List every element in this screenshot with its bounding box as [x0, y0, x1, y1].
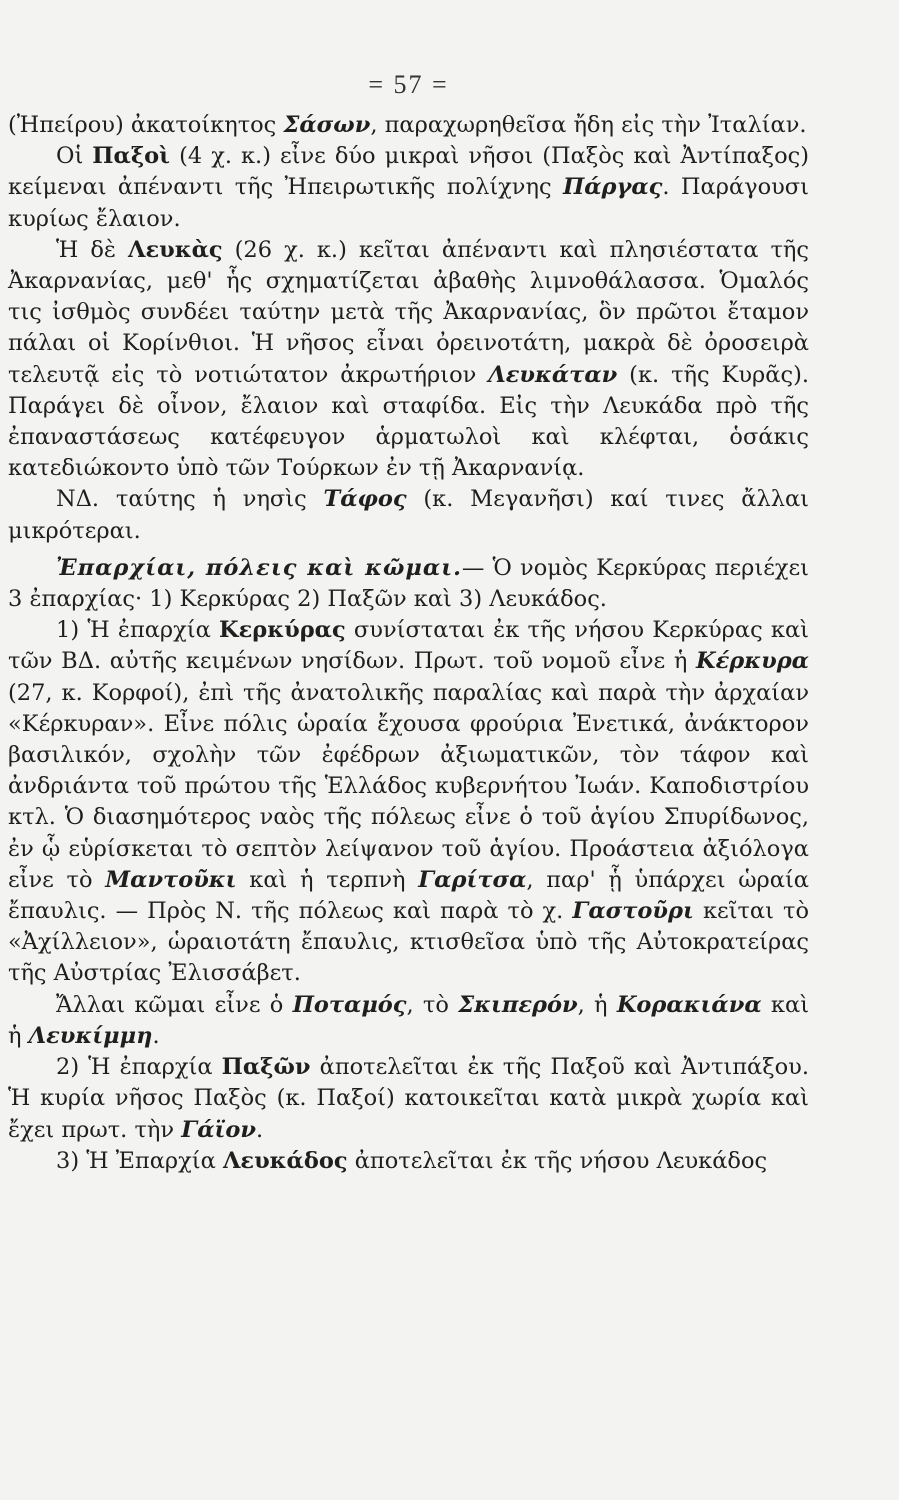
text-run: Ἡ δὲ: [56, 236, 128, 263]
place-name: Κορακιάνα: [616, 991, 762, 1018]
text-run: ΝΔ. ταύτης ἡ νησὶς: [56, 486, 324, 513]
place-name: Σάσων: [283, 112, 371, 138]
text-run: .: [152, 1022, 160, 1049]
text-run: , παρ' ᾗ ὑπάρχει ὡραία ἔπαυλις. — Πρὸς Ν. τῆς πόλεως καὶ παρὰ τὸ χ.: [8, 866, 809, 925]
body-text: [8, 110, 809, 1177]
text-run: καὶ ἡ: [8, 991, 810, 1049]
paragraph: [8, 1052, 809, 1146]
text-run: , τὸ: [406, 991, 459, 1018]
paragraph: [8, 990, 809, 1052]
text-run: . Παράγουσι κυρίως ἔλαιον.: [8, 174, 809, 232]
text-run: συνίσταται ἐκ τῆς νήσου Κερκύρας καὶ τῶν ΒΔ. αὐτῆς κειμένων νησίδων. Πρωτ. τοῦ νομοῦ εἶνε ἡ: [8, 617, 809, 675]
paragraph: [8, 484, 809, 546]
text-run: (Ἠπείρου) ἀκατοίκητος: [8, 112, 284, 138]
section-heading: Ἐπαρχίαι, πόλεις καὶ κῶμαι.: [56, 554, 462, 581]
text-run: (4 χ. κ.) εἶνε δύο μικραὶ νῆσοι (Παξὸς καὶ Ἀντίπαξος) κείμεναι ἀπέναντι τῆς Ἠπειρωτικῆς πολίχνης: [8, 143, 809, 201]
place-name: Γαρίτσα: [418, 866, 527, 893]
paragraph: [8, 141, 809, 235]
place-name: Ποταμός: [292, 991, 407, 1018]
paragraph: [8, 615, 809, 989]
place-name: Λευκάδος: [222, 1147, 348, 1174]
place-name: Λευκὰς: [127, 236, 223, 263]
place-name: Παξῶν: [221, 1054, 311, 1081]
text-run: Οἱ: [56, 143, 93, 170]
paragraph: [8, 1146, 809, 1177]
place-name: Κέρκυρα: [696, 648, 809, 675]
text-run: (κ. τῆς Κυρᾶς). Παράγει δὲ οἶνον, ἔλαιον καὶ σταφίδα. Εἰς τὴν Λευκάδα πρὸ τῆς ἐπαναστάσεως κατέφευγον ἁρματωλοὶ καὶ κλέφται, ὁσάκις κατεδιώκοντο ὑπὸ τῶν Τούρκων ἐν τῇ Ἀκαρνανίᾳ.: [8, 361, 809, 482]
page-number: = 57 =: [368, 70, 449, 99]
text-run: 1) Ἡ ἐπαρχία: [56, 617, 220, 644]
paragraph: [8, 110, 809, 141]
text-run: 2) Ἡ ἐπαρχία: [56, 1054, 222, 1081]
text-run: .: [256, 1116, 264, 1143]
text-run: (26 χ. κ.) κεῖται ἀπέναντι καὶ πλησιέστατα τῆς Ἀκαρνανίας, μεθ' ἧς σχηματίζεται ἀβαθὴς λιμνοθάλασσα. Ὁμαλός τις ἰσθμὸς συνδέει ταύτην μετὰ τῆς Ἀκαρνανίας, ὃν πρῶτοι ἔταμον πάλαι οἱ Κορίνθιοι. Ἡ νῆσος εἶναι ὀρεινοτάτη, μακρὰ δὲ ὀροσειρὰ τελευτᾷ εἰς τὸ νοτιώτατον ἀκρωτήριον: [8, 236, 810, 388]
place-name: Παξοὶ: [92, 143, 171, 170]
place-name: Λευκάταν: [488, 361, 618, 388]
text-run: ἀποτελεῖται ἐκ τῆς Παξοῦ καὶ Ἀντιπάξου. Ἡ κυρία νῆσος Παξὸς (κ. Παξοί) κατοικεῖται κατὰ μικρὰ χωρία καὶ ἔχει πρωτ. τὴν: [8, 1054, 810, 1143]
text-run: , παραχωρηθεῖσα ἤδη εἰς τὴν Ἰταλίαν.: [370, 112, 807, 138]
text-run: 3) Ἡ Ἐπαρχία: [56, 1147, 223, 1174]
text-run: ἀποτελεῖται ἐκ τῆς νήσου Λευκάδος: [347, 1147, 768, 1174]
text-run: καὶ ἡ τερπνὴ: [236, 866, 419, 893]
text-run: , ἡ: [577, 991, 617, 1018]
text-run: (27, κ. Κορφοί), ἐπὶ τῆς ἀνατολικῆς παραλίας καὶ παρὰ τὴν ἀρχαίαν «Κέρκυραν». Εἶνε πόλις ὡραία ἔχουσα φρούρια Ἐνετικά, ἀνάκτορον βασιλικόν, σχολὴν τῶν ἐφέδρων ἀξιωματικῶν, τὸν τάφον καὶ ἀνδριάντα τοῦ πρώτου τῆς Ἑλλάδος κυβερνήτου Ἰωάν. Καποδιστρίου κτλ. Ὁ διασημότερος ναὸς τῆς πόλεως εἶνε ὁ τοῦ ἁγίου Σπυρίδωνος, ἐν ᾧ εὑρίσκεται τὸ σεπτὸν λείψανον τοῦ ἁγίου. Προάστεια ἀξιόλογα εἶνε τὸ: [8, 679, 809, 893]
text-run: Ἄλλαι κῶμαι εἶνε ὁ: [56, 991, 293, 1018]
place-name: Κερκύρας: [219, 617, 346, 644]
text-run: κεῖται τὸ «Ἀχίλλειον», ὡραιοτάτη ἔπαυλις, κτισθεῖσα ὑπὸ τῆς Αὐτοκρατείρας τῆς Αὐστρίας Ἐλισσάβετ.: [8, 898, 809, 987]
paragraph: [8, 553, 809, 615]
place-name: Γάϊον: [181, 1116, 257, 1143]
text-run: (κ. Μεγανῆσι) καί τινες ἄλλαι μικρότεραι.: [8, 486, 809, 544]
place-name: Γαστοῦρι: [572, 898, 694, 925]
place-name: Τάφος: [323, 486, 407, 513]
place-name: Πάργας: [562, 174, 663, 201]
place-name: Λευκίμμη: [28, 1022, 153, 1049]
place-name: Μαντοῦκι: [105, 866, 237, 893]
text-run: — Ὁ νομὸς Κερκύρας περιέχει 3 ἐπαρχίας· 1) Κερκύρας 2) Παξῶν καὶ 3) Λευκάδος.: [8, 554, 809, 613]
paragraph: [8, 235, 809, 485]
place-name: Σκιπερόν: [458, 991, 578, 1018]
